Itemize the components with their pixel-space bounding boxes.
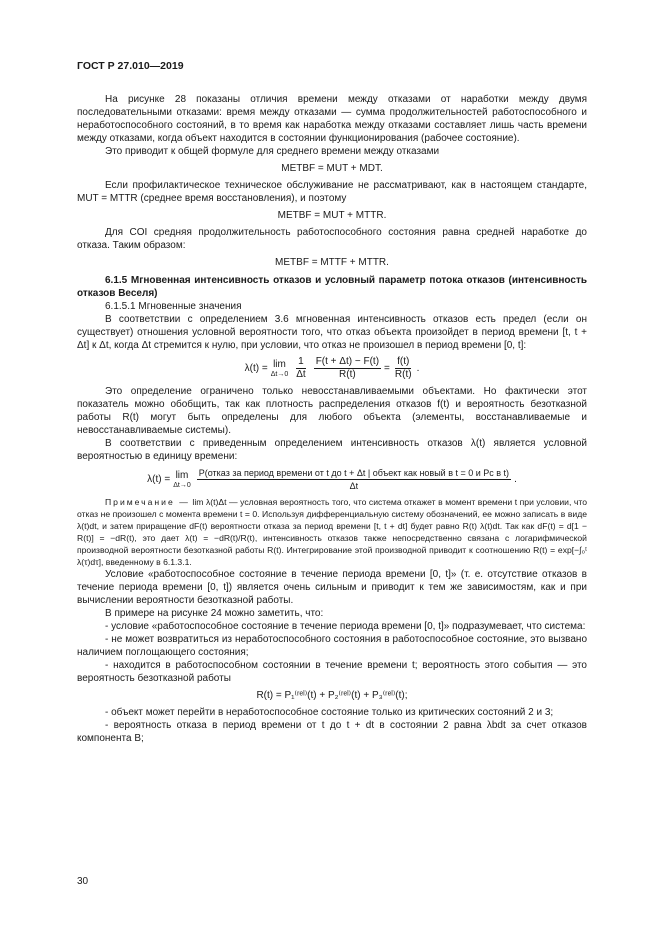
formula-metbf-1: METBF = MUT + MDT. [281, 163, 383, 174]
paragraph: На рисунке 28 показаны отличия времени между отказами от наработки между двумя последовательными отказами: время между отказами — сумма продолжительностей работоспособного и неработоспособного состояний, в то время как наработка между отказами составляет лишь часть времени между отказами, когда объект находится в состоянии функционирования (рабочее состояние). [77, 94, 587, 144]
formula-conditional-probability [77, 467, 587, 492]
fraction [294, 356, 307, 381]
list-item: - объект может перейти в неработоспособное состояние только из критических состояний 2 и 3; [105, 707, 554, 718]
paragraph: Это приводит к общей формуле для среднего времени между отказами [105, 146, 440, 157]
paragraph: В примере на рисунке 24 можно заметить, что: [105, 608, 324, 619]
formula-lhs: λ(t) = [244, 363, 268, 374]
lim-text: lim [273, 359, 286, 370]
paragraph: Для COI средняя продолжительность работоспособного состояния равна средней наработке до отказа. Таким образом: [77, 227, 587, 251]
fraction-denominator: R(t) [394, 369, 412, 380]
paragraph: Условие «работоспособное состояние в течение периода времени [0, t]» (т. е. отсутствие отказов в течение периода времени [0, t]) является очень сильным и приводит к тем же зависимостям, как и при вычислении вероятности безотказной работы. [77, 569, 587, 606]
list-item: - условие «работоспособное состояние в течение периода времени [0, t]» подразумевает, что система: [105, 621, 586, 632]
fraction-numerator: P(отказ за период времени от t до t + Δt | объект как новый в t = 0 и Pc в t) [198, 468, 510, 478]
list-item: - находится в работоспособном состоянии в течение времени t; вероятность этого события — это вероятность безотказной работы [77, 660, 587, 684]
fraction [314, 356, 381, 381]
equals-sign: = [384, 363, 390, 374]
limit-operator [271, 358, 289, 379]
list-item: - вероятность отказа в период времени от t до t + dt в состоянии 2 равна λbdt за счет отказов компонента B; [77, 720, 587, 744]
note-label: Примечание — [105, 497, 190, 507]
formula-end: . [514, 474, 517, 485]
formula-metbf-2: METBF = MUT + MTTR. [277, 210, 387, 221]
fraction [393, 356, 414, 381]
formula-failure-rate-def [77, 356, 587, 381]
fraction-numerator: 1 [298, 356, 304, 367]
fraction-denominator: Δt [349, 481, 359, 491]
paragraph: В соответствии с определением 3.6 мгновенная интенсивность отказов есть предел (если он существует) отношения условной вероятности того, что отказ объекта произойдет в период времени [t, t + Δt] к Δt, когда Δt стремится к нулю, при условии, что отказ не произошел в период времени [0, t]: [77, 314, 587, 351]
formula-reliability-sum: R(t) = P₁⁽ʳᵉˡ⁾(t) + P₂⁽ʳᵉˡ⁾(t) + P₃⁽ʳᵉˡ⁾(t); [256, 690, 408, 701]
fraction-denominator: Δt [296, 369, 306, 380]
fraction [197, 467, 511, 492]
fraction-denominator: R(t) [339, 369, 356, 380]
lim-subscript: Δt→0 [270, 371, 289, 378]
lim-text: lim [175, 470, 189, 481]
paragraph: В соответствии с приведенным определением интенсивность отказов λ(t) является условной вероятностью в единицу времени: [77, 438, 587, 462]
paragraph: Это определение ограничено только невосстанавливаемыми объектами. Но фактически этот показатель можно обобщить, так как плотность распределения отказов f(t) и вероятность безотказной работы R(t) могут быть определены для любого объекта (элементы, восстанавливаемые и невосстанавливаемые системы). [77, 386, 587, 436]
fraction-numerator: F(t + Δt) − F(t) [315, 356, 380, 367]
lim-subscript: Δt→0 [173, 482, 191, 489]
subsection-heading-6-1-5-1: 6.1.5.1 Мгновенные значения [105, 301, 242, 312]
formula-end: . [416, 363, 420, 374]
document-body [77, 93, 587, 745]
page-number: 30 [77, 876, 89, 887]
note-text: lim λ(t)Δt — условная вероятность того, что система откажет в момент времени t при условии, что отказ не произошел с момента времени t = 0. Используя дифференциальную систему обозначений, ее можно записать в виде λ(t)dt, и затем приращение dF(t) вероятности отказа за период времени [t, t + dt] будет равно R(t) λ(t)dt. Так как dF(t) = d[1 − R(t)] = −dR(t), это дает λ(t) = −dR(t)/R(t), интенсивность отказов также непосредственно связана с логарифмической производной вероятности безотказной работы R(t). Интегрирование этой производной приводит к соотношению R(t) = exp[−∫₀ᵗ λ(τ)dτ], введенному в 6.1.3.1. [77, 497, 587, 567]
fraction-numerator: f(t) [397, 356, 410, 367]
document-header: ГОСТ Р 27.010—2019 [77, 60, 184, 72]
paragraph: Если профилактическое техническое обслуживание не рассматривают, как в настоящем стандарте, MUT = MTTR (среднее время восстановления), и поэтому [77, 180, 587, 204]
formula-lhs: λ(t) = [147, 474, 171, 485]
limit-operator [173, 469, 191, 490]
list-item: - не может возвратиться из неработоспособного состояния в работоспособное состояние, это вызвано наличием поглощающего состояния; [77, 634, 587, 658]
section-heading-6-1-5: 6.1.5 Мгновенная интенсивность отказов и условный параметр потока отказов (интенсивность отказов Веселя) [77, 275, 587, 299]
note [77, 496, 587, 568]
formula-metbf-3: METBF = MTTF + MTTR. [275, 257, 389, 268]
